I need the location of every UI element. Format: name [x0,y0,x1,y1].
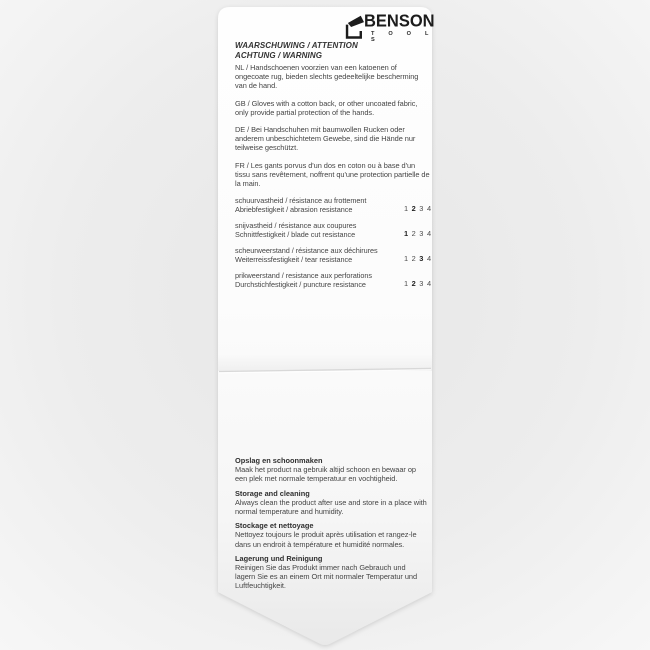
care-title: Stockage et nettoyage [235,521,314,531]
rating-label-line2: Durchstichfestigkeit / puncture resistance [235,280,366,290]
care-title: Lagerung und Reinigung [235,553,323,563]
warning-header [235,41,432,60]
rating-digit: 3 [419,254,424,264]
rating-digit: 2 [411,204,416,214]
rating-scale [400,279,431,288]
care-body: Always clean the product after use and store in a place with normal temperature and humidity. [235,497,427,517]
rating-label-line2: Weiterreissfestigkeit / tear resistance [235,255,353,265]
rating-digit: 4 [426,254,431,264]
rating-scale [400,254,431,263]
rating-digit: 1 [403,254,409,264]
rating-row-puncture [235,271,432,289]
rating-digit: 2 [411,254,416,264]
brand-logo [343,12,435,44]
rating-label-line2: Schnittfestigkeit / blade cut resistance [235,230,356,240]
rating-label-line1: prikweerstand / resistance aux perforations [235,270,372,280]
rating-label-line1: schuurvastheid / résistance au frottement [235,196,367,206]
care-section-de [235,554,427,591]
rating-label-line1: snijvastheid / résistance aux coupures [235,221,357,231]
rating-digit: 1 [403,279,409,289]
rating-label-line1: scheurweerstand / résistance aux déchirures [235,246,378,256]
warning-paragraph-nl: NL / Handschoenen voorzien van een katoenen of ongecoate rug, bieden slechts gedeeltelijke bescherming van de hand. [235,63,419,91]
warning-paragraphs [235,63,432,188]
benson-logo-icon [343,14,364,40]
warning-content [235,41,432,296]
care-title: Opslag en schoonmaken [235,456,323,465]
rating-digit: 2 [411,229,416,239]
rating-row-abrasion [235,196,432,214]
warning-paragraph-de: DE / Bei Handschuhen mit baumwollen Rucken oder anderem unbeschichtetem Gewebe, sind die Hände nur teilweise geschützt. [235,125,416,153]
rating-digit: 3 [419,279,424,289]
rating-label-line2: Abriebfestigkeit / abrasion resistance [235,205,353,215]
care-section-fr [235,521,427,549]
rating-digit: 3 [419,204,424,214]
rating-digit: 1 [403,229,409,239]
rating-digit: 4 [426,204,431,214]
care-title: Storage and cleaning [235,488,310,498]
resistance-ratings [235,196,432,289]
care-body: Nettoyez toujours le produit après utilisation et rangez-le dans un endroit à température et humidité normales. [235,530,417,549]
rating-scale [400,204,431,213]
care-section-nl [235,456,427,484]
rating-row-tear [235,246,432,264]
rating-digit: 4 [426,279,431,289]
warning-paragraph-gb: GB / Gloves with a cotton back, or other uncoated fabric, only provide partial protection of the hands. [235,98,418,117]
brand-name: BENSON [364,12,435,31]
care-content [235,456,427,596]
warning-header-line1: WAARSCHUWING / ATTENTION [235,41,358,50]
care-body: Reinigen Sie das Produkt immer nach Gebrauch und lagern Sie es an einem Ort mit normaler Temperatur und Luftfeuchtigkeit. [235,563,418,591]
rating-scale [400,229,431,238]
brand-tagline: T O O L S [371,31,435,43]
rating-digit: 3 [419,229,424,239]
rating-row-cut [235,221,432,239]
rating-digit: 1 [403,204,409,214]
care-section-en [235,489,427,517]
rating-digit: 4 [426,229,431,239]
warning-paragraph-fr: FR / Les gants porvus d'un dos en coton ou à base d'un tissu sans revêtement, noffrent qu'une protection partielle de la main. [235,160,430,189]
warning-header-line2: ACHTUNG / WARNING [235,50,323,60]
rating-digit: 2 [411,279,416,289]
care-body: Maak het product na gebruik altijd schoon en bewaar op een plek met normale temperatuur en vochtigheid. [235,465,416,484]
